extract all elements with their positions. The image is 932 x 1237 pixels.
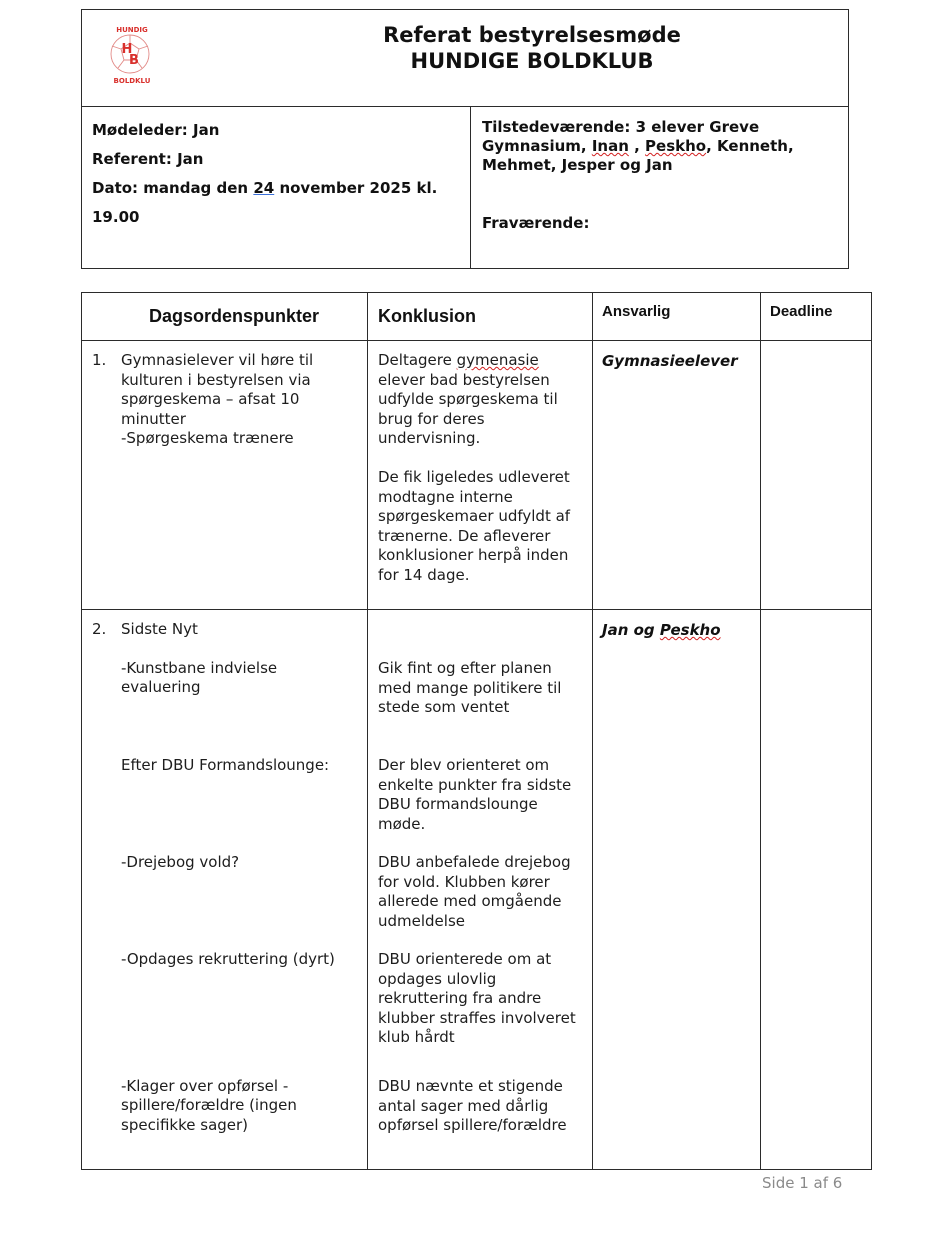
table-row (82, 610, 872, 1170)
date-day: 24 (253, 179, 275, 197)
document-header (81, 9, 849, 269)
conclusion-paragraph: Deltagere gymenasie elever bad bestyrelsen udfylde spørgeskema til brug for deres undervisning. (378, 351, 558, 447)
agenda-subitem: -Kunstbane indvielse evaluering (121, 658, 278, 696)
spellcheck-flag: Peskho (659, 621, 721, 639)
conclusion-cell (368, 341, 593, 610)
spellcheck-flag: Peskho (645, 137, 707, 155)
spellcheck-flag: Inan (591, 137, 629, 155)
column-header-conclusion: Konklusion (368, 293, 593, 341)
agenda-cell (82, 610, 368, 1170)
agenda-text: Sidste Nyt (121, 620, 198, 638)
item-number: 2. (92, 620, 107, 638)
absentees: Fraværende: (482, 214, 590, 232)
conclusion-cell (368, 610, 593, 1170)
agenda-subitem: Efter DBU Formandslounge: (121, 755, 330, 774)
meeting-date: Dato: mandag den 24 november 2025 kl. (92, 179, 438, 197)
agenda-subtext: -Spørgeskema trænere (121, 429, 294, 447)
conclusion-paragraph: DBU orienterede om at opdages ulovlig rekruttering fra andre klubber straffes involveret klub hårdt (378, 950, 576, 1046)
document-title (242, 22, 822, 74)
responsible-cell: Gymnasieelever (593, 341, 761, 610)
agenda-cell (82, 341, 368, 610)
header-title-row (82, 10, 848, 107)
responsible-cell: Jan og Peskho (593, 610, 761, 1170)
agenda-subitem: -Klager over opførsel - spillere/forældre (ingen specifikke sager) (121, 1076, 297, 1134)
conclusion-paragraph: Gik fint og efter planen med mange politikere til stede som ventet (378, 659, 562, 716)
meeting-time: 19.00 (92, 208, 140, 226)
agenda-subitem: -Drejebog vold? (121, 852, 240, 871)
club-logo-icon (108, 23, 156, 85)
conclusion-paragraph: DBU anbefalede drejebog for vold. Klubben kører allerede med omgående udmeldelse (378, 853, 571, 930)
attendance-info (471, 107, 848, 269)
title-line-2: HUNDIGE BOLDKLUB (410, 49, 654, 73)
title-line-1: Referat bestyrelsesmøde (383, 23, 681, 47)
column-header-responsible: Ansvarlig (593, 293, 761, 341)
meeting-leader: Mødeleder: Jan (92, 121, 220, 139)
svg-text:B: B (129, 53, 139, 68)
table-row (82, 341, 872, 610)
spellcheck-flag: gymenasie (456, 351, 539, 369)
column-header-agenda: Dagsordenspunkter (82, 293, 368, 341)
table-header-row (82, 293, 872, 341)
meeting-referent: Referent: Jan (92, 150, 204, 168)
item-number: 1. (92, 351, 107, 369)
deadline-cell (761, 341, 872, 610)
agenda-text: Gymnasielever vil høre til kulturen i bestyrelsen via spørgeskema – afsat 10 minutter (121, 351, 314, 428)
agenda-table (81, 292, 872, 1170)
meeting-info (82, 107, 471, 269)
attendees: Tilstedeværende: 3 elever Greve Gymnasium, Inan , Peskho, Kenneth, Mehmet, Jesper og Jan (482, 118, 794, 174)
conclusion-paragraph: De fik ligeledes udleveret modtagne interne spørgeskemaer udfyldt af trænerne. De afleverer konklusioner herpå inden for 14 dage. (378, 468, 571, 584)
svg-text:HUNDIG: HUNDIG (116, 26, 148, 34)
agenda-subitem: -Opdages rekruttering (dyrt) (121, 949, 335, 968)
deadline-cell (761, 610, 872, 1170)
page-number: Side 1 af 6 (762, 1174, 843, 1192)
column-header-deadline: Deadline (761, 293, 872, 341)
conclusion-paragraph: Der blev orienteret om enkelte punkter fra sidste DBU formandslounge møde. (378, 756, 572, 833)
svg-text:H: H (121, 42, 133, 57)
svg-text:BOLDKLU: BOLDKLU (113, 77, 151, 85)
conclusion-paragraph: DBU nævnte et stigende antal sager med dårlig opførsel spillere/forældre (378, 1077, 567, 1134)
